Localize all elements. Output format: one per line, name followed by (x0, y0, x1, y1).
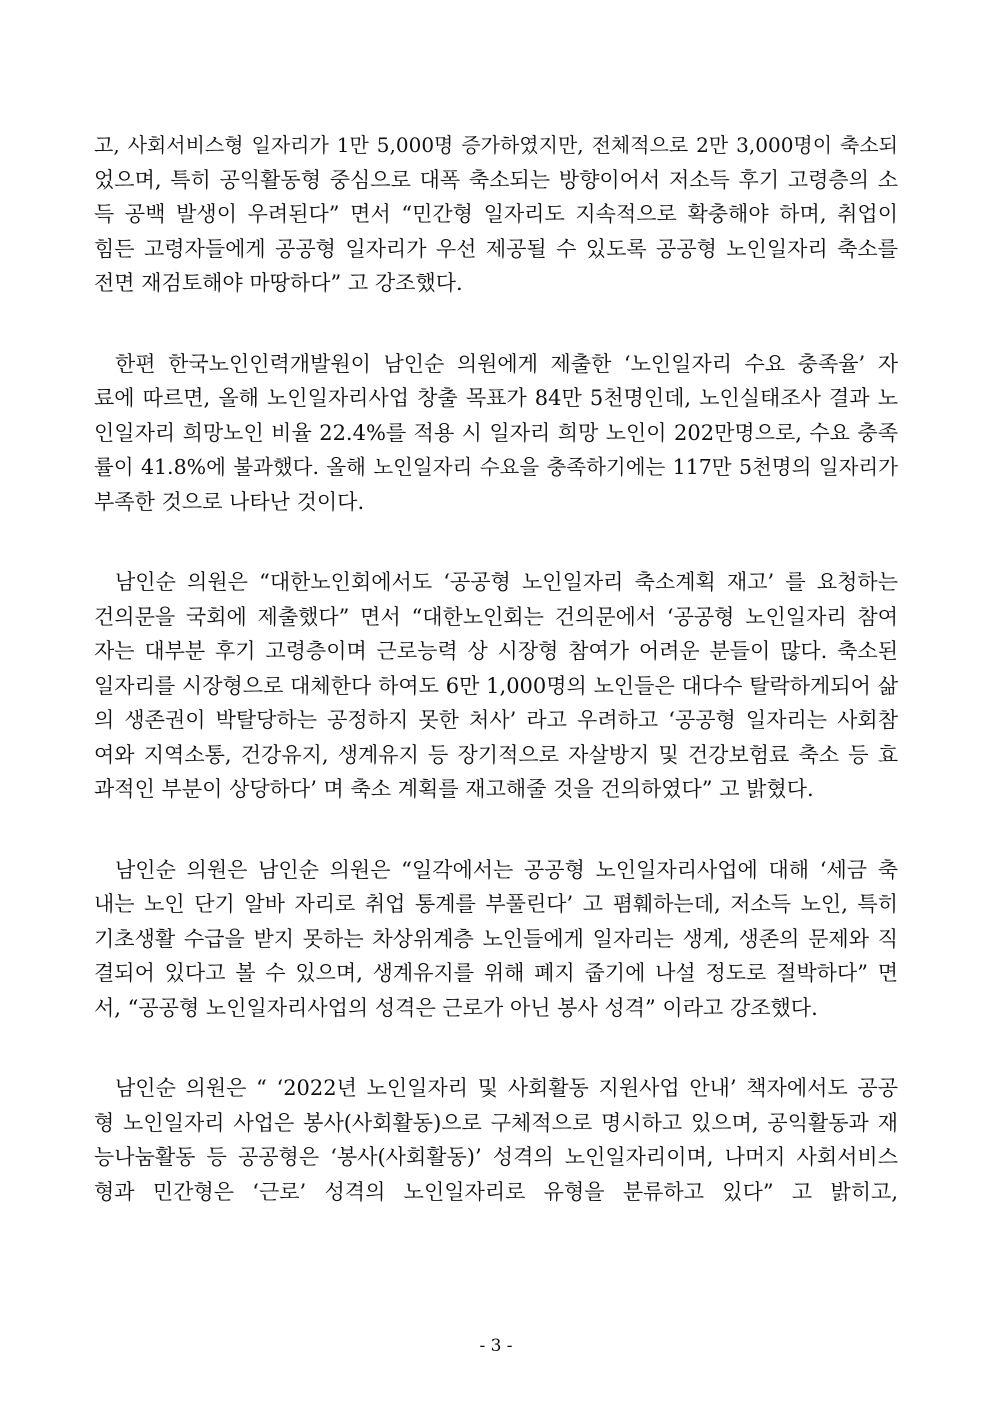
text-line: 과적인 부분이 상당하다’ 며 축소 계획를 재고해줄 것을 건의하였다” 고 밝혔다. (94, 777, 814, 801)
text-line: 형 노인일자리 사업은 봉사(사회활동)으로 구체적으로 명시하고 있으며, 공익활동과 재 (94, 1110, 898, 1135)
paragraph-4 (94, 853, 898, 1026)
text-line: 기초생활 수급을 받지 못하는 차상위계층 노인들에게 일자리는 생계, 생존의 문제와 직 (94, 926, 898, 951)
text-line: 남인순 의원은 “대한노인회에서도 ‘공공형 노인일자리 축소계획 재고’ 를 요청하는 (115, 570, 898, 594)
page-number: - 3 - (479, 1336, 513, 1356)
text-line: 남인순 의원은 남인순 의원은 “일각에서는 공공형 노인일자리사업에 대해 ‘세금 축 (115, 857, 898, 882)
text-line: 률이 41.8%에 불과했다. 올해 노인일자리 수요을 충족하기에는 117만 5천명의 일자리가 (94, 455, 898, 479)
text-line: 고, 사회서비스형 일자리가 1만 5,000명 증가하였지만, 전체적으로 2만 3,000명이 축소되 (94, 133, 898, 157)
paragraph-3 (94, 565, 898, 807)
text-line: 료에 따르면, 올해 노인일자리사업 창출 목표가 84만 5천명인데, 노인실태조사 결과 노 (94, 386, 898, 410)
text-line: 부족한 것으로 나타난 것이다. (94, 489, 365, 514)
text-line: 형과 민간형은 ‘근로’ 성격의 노인일자리로 유형을 분류하고 있다” 고 밝히고, (94, 1179, 898, 1204)
text-line: 의 생존권이 박탈당하는 공정하지 못한 처사’ 라고 우려하고 ‘공공형 일자리는 사회참 (94, 708, 898, 732)
paragraph-2 (94, 347, 898, 520)
text-line: 서, “공공형 노인일자리사업의 성격은 근로가 아닌 봉사 성격” 이라고 강조했다. (94, 995, 818, 1020)
text-line: 일자리를 시장형으로 대체한다 하여도 6만 1,000명의 노인들은 대다수 탈락하게되어 삶 (94, 673, 898, 698)
text-line: 었으며, 특히 공익활동형 중심으로 대폭 축소되는 방향이어서 저소득 후기 고령층의 소 (94, 167, 898, 192)
text-line: 전면 재검토해야 마땅하다” 고 강조했다. (94, 271, 463, 295)
document-body (94, 128, 898, 1255)
paragraph-1 (94, 128, 898, 301)
text-line: 힘든 고령자들에게 공공형 일자리가 우선 제공될 수 있도록 공공형 노인일자리 축소를 (94, 236, 898, 261)
text-line: 건의문을 국회에 제출했다” 면서 “대한노인회는 건의문에서 ‘공공형 노인일자리 참여 (94, 604, 898, 629)
text-line: 능나눔활동 등 공공형은 ‘봉사(사회활동)’ 성격의 노인일자리이며, 나머지 사회서비스 (94, 1145, 898, 1169)
text-line: 한편 한국노인인력개발원이 남인순 의원에게 제출한 ‘노인일자리 수요 충족율’ 자 (115, 351, 898, 376)
paragraph-5 (94, 1071, 898, 1209)
text-line: 남인순 의원은 “ ‘2022년 노인일자리 및 사회활동 지원사업 안내’ 책자에서도 공공 (115, 1076, 898, 1100)
text-line: 결되어 있다고 볼 수 있으며, 생계유지를 위해 폐지 줍기에 나설 정도로 절박하다” 면 (94, 961, 898, 985)
text-line: 자는 대부분 후기 고령층이며 근로능력 상 시장형 참여가 어려운 분들이 많다. 축소된 (94, 639, 898, 663)
text-line: 득 공백 발생이 우려된다” 면서 “민간형 일자리도 지속적으로 확충해야 하며, 취업이 (94, 202, 898, 226)
text-line: 여와 지역소통, 건강유지, 생계유지 등 장기적으로 자살방지 및 건강보험료 축소 등 효 (94, 742, 898, 767)
text-line: 인일자리 희망노인 비율 22.4%를 적용 시 일자리 희망 노인이 202만명으로, 수요 충족 (94, 420, 898, 445)
text-line: 내는 노인 단기 알바 자리로 취업 통계를 부풀린다’ 고 폄훼하는데, 저소득 노인, 특히 (94, 892, 898, 916)
